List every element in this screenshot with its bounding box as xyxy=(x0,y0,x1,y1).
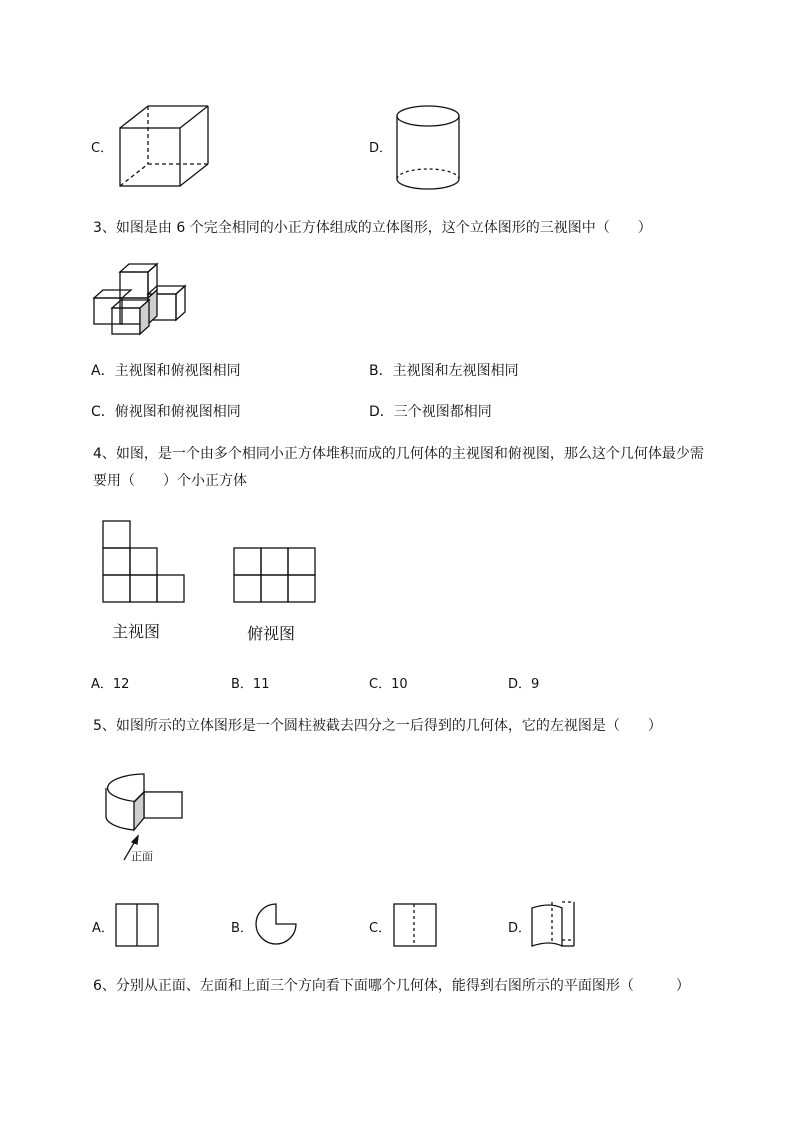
q4-option-c-text: 10 xyxy=(391,677,408,692)
top-view-caption: 俯视图 xyxy=(247,624,296,643)
q4-option-d-label: D． xyxy=(508,677,532,692)
q4-option-b-text: 11 xyxy=(252,677,270,692)
six-cubes-figure xyxy=(92,258,192,338)
q4-option-b[interactable] xyxy=(231,676,269,694)
q3-option-a-text: 主视图和俯视图相同 xyxy=(114,363,241,379)
q3-option-d-label: D． xyxy=(369,404,394,420)
q3-option-d[interactable] xyxy=(369,402,492,422)
q4-option-b-label: B． xyxy=(231,677,253,692)
option-b-three-quarter-circle[interactable] xyxy=(254,902,304,952)
q4-option-c[interactable] xyxy=(369,676,408,694)
option-c-rectangle-dashed-line[interactable] xyxy=(393,903,443,953)
q4-option-d[interactable] xyxy=(508,676,539,694)
q3-option-b-label: B． xyxy=(369,363,393,379)
q3-option-d-text: 三个视图都相同 xyxy=(393,404,492,420)
q4-option-a-text: 12 xyxy=(112,677,130,692)
front-view-caption: 主视图 xyxy=(112,622,161,641)
cube-figure xyxy=(118,100,218,190)
q3-option-a[interactable] xyxy=(91,361,241,381)
q3-option-a-label: A． xyxy=(91,363,115,379)
q3-option-c[interactable] xyxy=(91,402,241,422)
front-view-grid xyxy=(102,520,192,610)
q4-option-c-label: C． xyxy=(369,677,392,692)
front-arrow-label: 正面 xyxy=(131,850,153,863)
option-d-curved-surface[interactable] xyxy=(530,900,580,952)
q5-stem: 5、如图所示的立体图形是一个圆柱被截去四分之一后得到的几何体，它的左视图是（ ） xyxy=(93,718,662,734)
q5-option-a-label[interactable]: A． xyxy=(92,921,114,936)
cylinder-figure xyxy=(396,104,476,194)
q2-option-d-label: D． xyxy=(369,141,393,156)
q5-option-c-label[interactable]: C． xyxy=(369,921,392,936)
q4-stem-line1: 4、如图，是一个由多个相同小正方体堆积而成的几何体的主视图和俯视图，那么这个几何体最少需 xyxy=(93,446,704,462)
q4-option-a-label: A． xyxy=(91,677,113,692)
q3-option-c-text: 俯视图和俯视图相同 xyxy=(114,404,241,420)
q4-option-d-text: 9 xyxy=(531,677,540,692)
option-a-rectangle-solid-line[interactable] xyxy=(115,903,165,953)
q2-option-c-label: C． xyxy=(91,141,114,156)
q3-stem: 3、如图是由 6 个完全相同的小正方体组成的立体图形，这个立体图形的三视图中（ ） xyxy=(93,220,652,236)
q6-stem: 6、分别从正面、左面和上面三个方向看下面哪个几何体，能得到右图所示的平面图形（ ） xyxy=(93,978,690,994)
q5-option-b-label[interactable]: B． xyxy=(231,921,253,936)
q4-stem-line2: 要用（ ）个小正方体 xyxy=(93,473,247,489)
q3-option-c-label: C． xyxy=(91,404,115,420)
top-view-grid xyxy=(233,547,323,607)
q4-option-a[interactable] xyxy=(91,676,129,694)
q3-option-b-text: 主视图和左视图相同 xyxy=(392,363,519,379)
q3-option-b[interactable] xyxy=(369,361,519,381)
q5-option-d-label[interactable]: D． xyxy=(508,921,532,936)
